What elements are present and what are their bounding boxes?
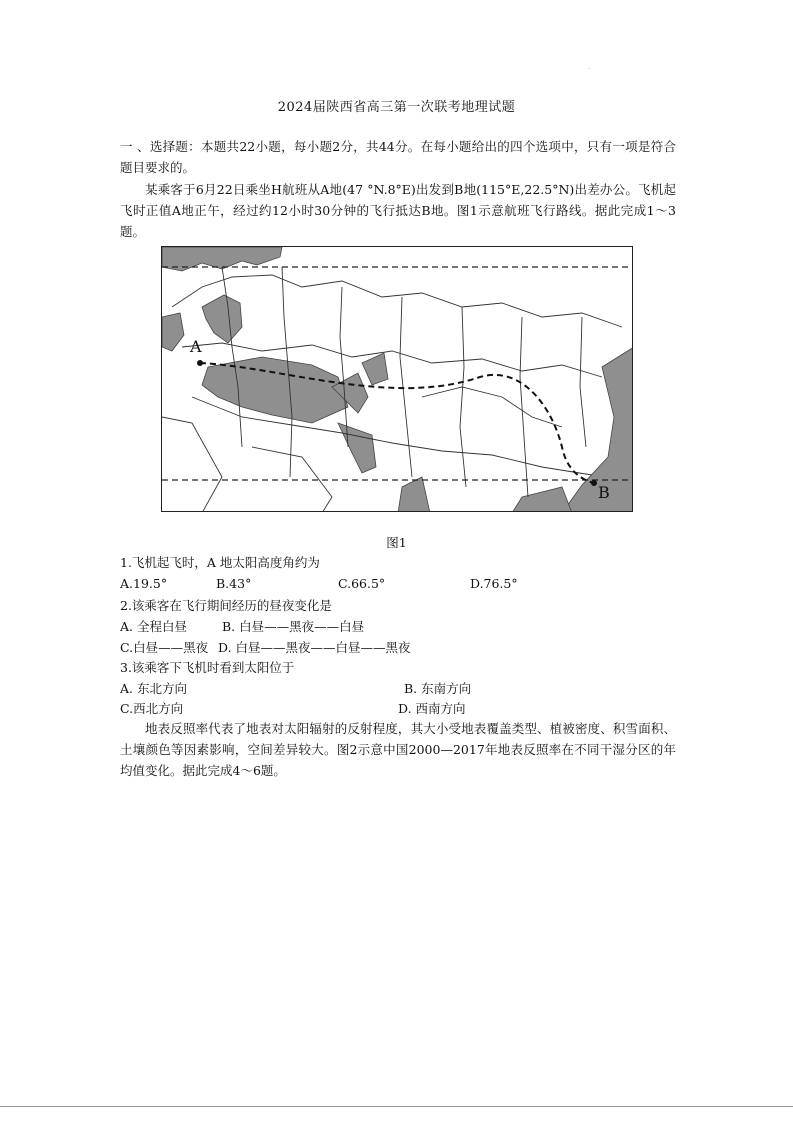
q2-option-d[interactable]: D. 白昼——黑夜——白昼——黑夜 [218,640,411,655]
q3-option-d[interactable]: D. 西南方向 [398,701,466,716]
question-context-2: 地表反照率代表了地表对太阳辐射的反射程度，其大小受地表覆盖类型、植被密度、积雪面积、土壤颜色等因素影响，空间差异较大。图2示意中国2000—2017年地表反照率在不同干湿分区的年均值变化。据此完成4～6题。 [120,721,676,778]
q3-option-c[interactable]: C.西北方向 [120,701,184,716]
q3-option-a[interactable]: A. 东北方向 [120,681,187,696]
bottom-rule [0,1106,793,1107]
q1-option-b[interactable]: B.43° [216,576,252,591]
label-b: B [598,483,610,502]
scan-dot: · [588,66,590,73]
q2-option-c[interactable]: C.白昼——黑夜 [120,640,209,655]
map-svg [162,247,633,512]
question-1-stem: 1.飞机起飞时，A 地太阳高度角约为 [120,555,320,570]
page-title: 2024届陕西省高三第一次联考地理试题 [277,100,516,115]
q1-option-c[interactable]: C.66.5° [338,576,386,591]
point-a-marker [197,360,203,366]
figure-caption: 图1 [386,535,407,550]
label-a: A [190,337,202,356]
q2-option-b[interactable]: B. 白昼——黑夜——白昼 [222,619,365,634]
section-instructions: 一 、选择题：本题共22小题，每小题2分，共44分。在每小题给出的四个选项中，只有一项是符合题目要求的。 [120,139,676,175]
question-2-stem: 2.该乘客在飞行期间经历的昼夜变化是 [120,598,332,613]
question-3-stem: 3.该乘客下飞机时看到太阳位于 [120,660,295,675]
point-b-marker [591,480,597,486]
flight-route-map [161,246,633,512]
q1-option-d[interactable]: D.76.5° [470,576,518,591]
q3-option-b[interactable]: B. 东南方向 [404,681,472,696]
sea-areas [162,247,633,512]
q2-option-a[interactable]: A. 全程白昼 [120,619,187,634]
question-context-1: 某乘客于6月22日乘坐H航班从A地(47 °N.8°E)出发到B地(115°E,22.5°N)出差办公。飞机起飞时正值A地正午，经过约12小时30分钟的飞行抵达B地。图1示意航班飞行路线。据此完成1～3题。 [120,182,676,239]
q1-option-a[interactable]: A.19.5° [120,576,168,591]
